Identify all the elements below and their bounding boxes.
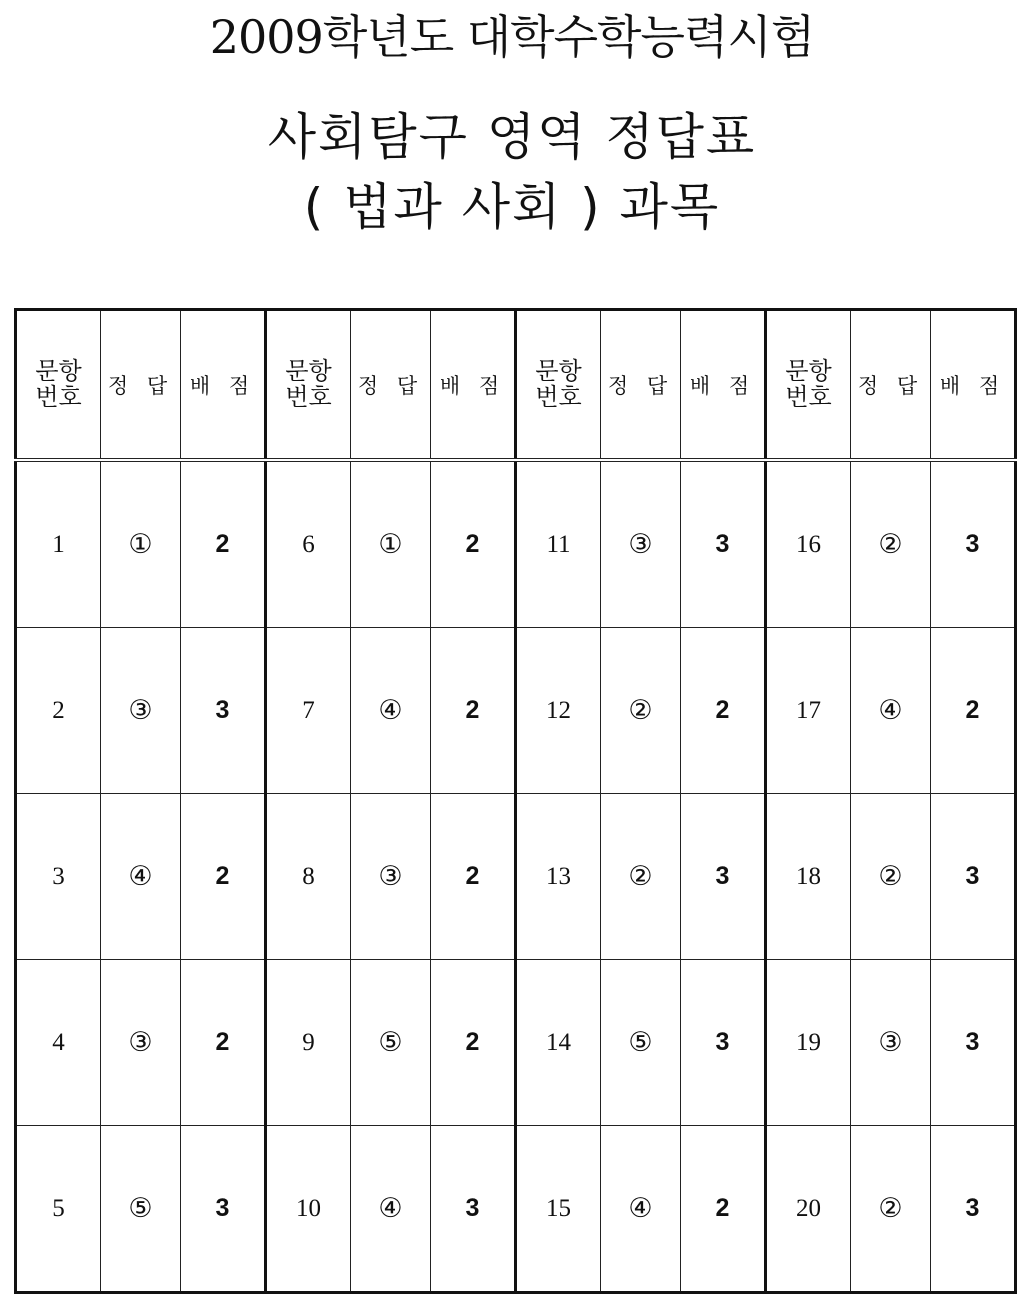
answer-cell: ③ [351,794,431,960]
question-number-cell: 11 [516,460,601,628]
table-header [16,310,1016,461]
answer-cell: ② [851,1126,931,1293]
header-question-number [516,310,601,461]
question-number-cell: 7 [266,628,351,794]
question-number-cell: 13 [516,794,601,960]
table-row [16,628,1016,794]
answer-cell: ④ [851,628,931,794]
header-points: 배 점 [931,310,1016,461]
answer-cell: ⑤ [351,960,431,1126]
question-number-cell: 6 [266,460,351,628]
header-points: 배 점 [181,310,266,461]
table-row [16,960,1016,1126]
points-cell: 3 [681,460,766,628]
header-question-number [16,310,101,461]
question-number-cell: 3 [16,794,101,960]
header-answer: 정 답 [601,310,681,461]
table-body [16,460,1016,1293]
question-number-cell: 12 [516,628,601,794]
answer-cell: ② [851,794,931,960]
answer-cell: ② [851,460,931,628]
header-question-number-line1: 문항 [535,357,582,386]
question-number-cell: 17 [766,628,851,794]
header-question-number-line2: 번호 [35,382,82,411]
question-number-cell: 5 [16,1126,101,1293]
answer-cell: ⑤ [101,1126,181,1293]
header-question-number-line2: 번호 [535,382,582,411]
points-cell: 2 [431,460,516,628]
question-number-cell: 14 [516,960,601,1126]
header-answer: 정 답 [851,310,931,461]
question-number-cell: 1 [16,460,101,628]
points-cell: 3 [931,794,1016,960]
answer-cell: ③ [601,460,681,628]
header-question-number [266,310,351,461]
answer-key-table [14,308,1017,1294]
question-number-cell: 19 [766,960,851,1126]
points-cell: 2 [931,628,1016,794]
points-cell: 2 [681,628,766,794]
table-row [16,460,1016,628]
table-row [16,794,1016,960]
points-cell: 3 [681,960,766,1126]
points-cell: 2 [431,628,516,794]
points-cell: 3 [931,460,1016,628]
table-row [16,1126,1016,1293]
question-number-cell: 2 [16,628,101,794]
header-question-number-line2: 번호 [785,382,832,411]
answer-cell: ① [101,460,181,628]
subject-title: ( 법과 사회 ) 과목 [303,178,721,236]
points-cell: 3 [931,1126,1016,1293]
exam-title: 2009학년도 대학수학능력시험 [209,10,815,64]
answer-cell: ④ [101,794,181,960]
question-number-cell: 8 [266,794,351,960]
answer-cell: ④ [351,628,431,794]
question-number-cell: 4 [16,960,101,1126]
points-cell: 3 [181,1126,266,1293]
points-cell: 3 [681,794,766,960]
answer-cell: ② [601,794,681,960]
section-title: 사회탐구 영역 정답표 [267,108,757,166]
question-number-cell: 20 [766,1126,851,1293]
points-cell: 3 [431,1126,516,1293]
points-cell: 2 [681,1126,766,1293]
answer-cell: ③ [101,628,181,794]
header-question-number-line1: 문항 [35,357,82,386]
header-answer: 정 답 [101,310,181,461]
question-number-cell: 16 [766,460,851,628]
answer-cell: ④ [601,1126,681,1293]
points-cell: 2 [181,960,266,1126]
header-points: 배 점 [431,310,516,461]
question-number-cell: 18 [766,794,851,960]
question-number-cell: 9 [266,960,351,1126]
question-number-cell: 15 [516,1126,601,1293]
points-cell: 2 [431,960,516,1126]
points-cell: 3 [181,628,266,794]
header-question-number-line2: 번호 [285,382,332,411]
question-number-cell: 10 [266,1126,351,1293]
points-cell: 2 [181,794,266,960]
answer-cell: ⑤ [601,960,681,1126]
points-cell: 3 [931,960,1016,1126]
header-question-number-line1: 문항 [285,357,332,386]
points-cell: 2 [431,794,516,960]
header-question-number [766,310,851,461]
points-cell: 2 [181,460,266,628]
answer-cell: ③ [101,960,181,1126]
header-answer: 정 답 [351,310,431,461]
header-question-number-line1: 문항 [785,357,832,386]
header-row [16,310,1016,461]
answer-cell: ① [351,460,431,628]
header-points: 배 점 [681,310,766,461]
answer-cell: ③ [851,960,931,1126]
answer-cell: ② [601,628,681,794]
answer-cell: ④ [351,1126,431,1293]
